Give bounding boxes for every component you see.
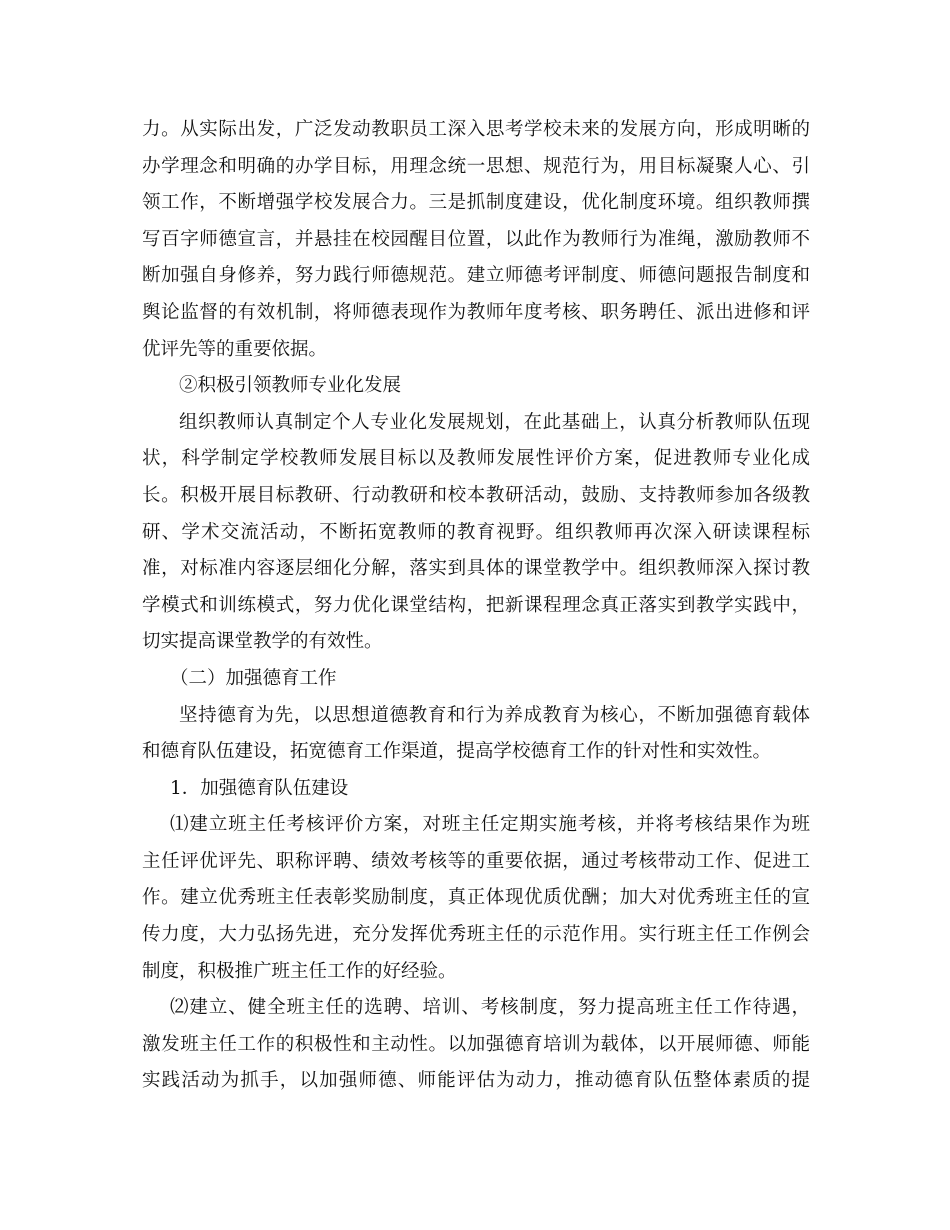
paragraph-item-2: [142, 990, 810, 1100]
text-line: ⑵建立、健全班主任的选聘、培训、考核制度，努力提高班主任工作待遇，: [170, 997, 810, 1019]
text-line: 状，科学制定学校教师发展目标以及教师发展性评价方案，促进教师专业化成: [142, 448, 810, 470]
text-line: 办学理念和明确的办学目标，用理念统一思想、规范行为，用目标凝聚人心、引: [142, 155, 810, 177]
paragraph-continuation: [142, 112, 810, 368]
section-heading-team-building: 1．加强德育队伍建设: [170, 777, 349, 799]
text-line: 研、学术交流活动，不断拓宽教师的教育视野。组织教师再次深入研读课程标: [142, 521, 810, 543]
paragraph-item-1: [142, 807, 810, 990]
text-line: 实践活动为抓手，以加强师德、师能评估为动力，推动德育队伍整体素质的提: [142, 1070, 810, 1092]
section-heading-moral-education: （二）加强德育工作: [170, 667, 337, 689]
text-line: 主任评优评先、职称评聘、绩效考核等的重要依据，通过考核带动工作、促进工: [142, 850, 810, 872]
text-line: 切实提高课堂教学的有效性。: [142, 631, 383, 653]
text-line: 传力度，大力弘扬先进，充分发挥优秀班主任的示范作用。实行班主任工作例会: [142, 924, 810, 946]
section-heading-professional-development: ②积极引领教师专业化发展: [179, 375, 402, 397]
text-line: 坚持德育为先，以思想道德教育和行为养成教育为核心，不断加强德育载体: [179, 704, 810, 726]
text-line: 断加强自身修养，努力践行师德规范。建立师德考评制度、师德问题报告制度和: [142, 265, 810, 287]
text-line: 优评先等的重要依据。: [142, 338, 328, 360]
text-line: 长。积极开展目标教研、行动教研和校本教研活动，鼓励、支持教师参加各级教: [142, 484, 810, 506]
paragraph-moral-education: [142, 698, 810, 771]
text-line: 作。建立优秀班主任表彰奖励制度，真正体现优质优酬；加大对优秀班主任的宣: [142, 887, 810, 909]
document-body: [142, 112, 810, 1100]
text-line: 力。从实际出发，广泛发动教职员工深入思考学校未来的发展方向，形成明晰的: [142, 119, 810, 140]
text-line: 舆论监督的有效机制，将师德表现作为教师年度考核、职务聘任、派出进修和评: [142, 301, 810, 323]
text-line: 制度，积极推广班主任工作的好经验。: [142, 960, 457, 982]
text-line: 激发班主任工作的积极性和主动性。以加强德育培训为载体，以开展师德、师能: [142, 1033, 810, 1055]
text-line: 准，对标准内容逐层细化分解，落实到具体的课堂教学中。组织教师深入探讨教: [142, 558, 810, 580]
paragraph-professional-development: [142, 405, 810, 661]
text-line: 组织教师认真制定个人专业化发展规划，在此基础上，认真分析教师队伍现: [179, 411, 810, 433]
text-line: 学模式和训练模式，努力优化课堂结构，把新课程理念真正落实到教学实践中，: [142, 594, 810, 616]
text-line: 领工作，不断增强学校发展合力。三是抓制度建设，优化制度环境。组织教师撰: [142, 192, 810, 214]
text-line: ⑴建立班主任考核评价方案，对班主任定期实施考核，并将考核结果作为班: [170, 814, 810, 836]
text-line: 写百字师德宣言，并悬挂在校园醒目位置，以此作为教师行为准绳，激励教师不: [142, 228, 810, 250]
text-line: 和德育队伍建设，拓宽德育工作渠道，提高学校德育工作的针对性和实效性。: [142, 741, 772, 763]
